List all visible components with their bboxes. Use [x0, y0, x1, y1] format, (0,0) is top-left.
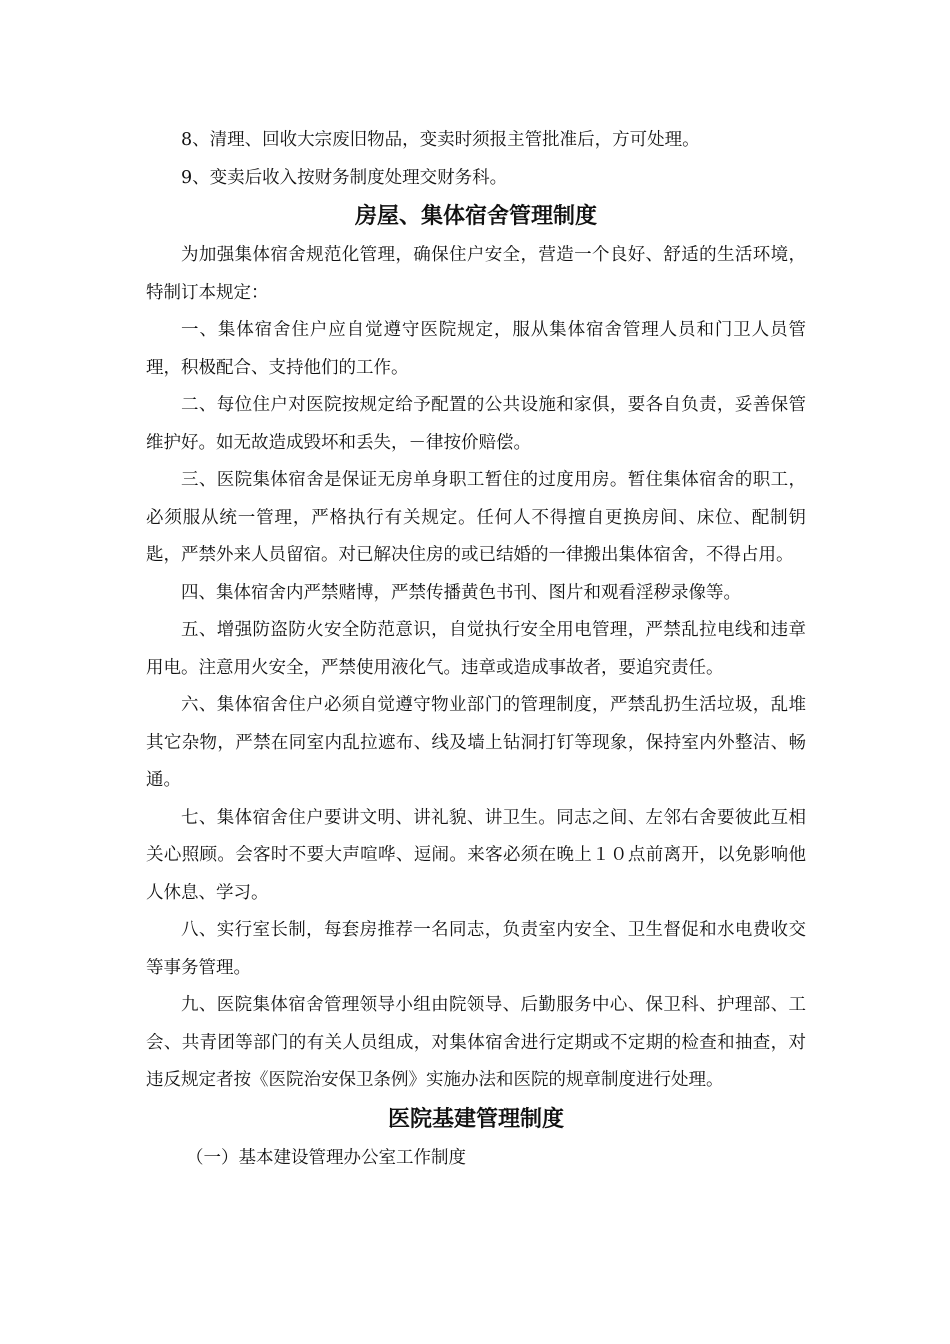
intro-paragraph: 为加强集体宿舍规范化管理，确保住户安全，营造一个良好、舒适的生活环境，特制订本规定：	[146, 245, 806, 303]
rule-paragraph-1: 一、集体宿舍住户应自觉遵守医院规定，服从集体宿舍管理人员和门卫人员管理，积极配合、支持他们的工作。	[146, 320, 806, 378]
document-body	[146, 122, 806, 1177]
section-title-construction: 医院基建管理制度	[387, 1106, 564, 1132]
list-item-9: 9、变卖后收入按财务制度处理交财务科。	[181, 167, 508, 188]
section-title-dormitory: 房屋、集体宿舍管理制度	[354, 204, 597, 229]
rule-paragraph-6: 六、集体宿舍住户必须自觉遵守物业部门的管理制度，严禁乱扔生活垃圾，乱堆其它杂物，严禁在同室内乱拉遮布、线及墙上钻洞打钉等现象，保持室内外整洁、畅通。	[146, 695, 806, 790]
rule-paragraph-9: 九、医院集体宿舍管理领导小组由院领导、后勤服务中心、保卫科、护理部、工会、共青团等部门的有关人员组成，对集体宿舍进行定期或不定期的检查和抽查，对违反规定者按《医院治安保卫条例》实施办法和医院的规章制度进行处理。	[146, 995, 806, 1090]
rule-paragraph-5: 五、增强防盗防火安全防范意识，自觉执行安全用电管理，严禁乱拉电线和违章用电。注意用火安全，严禁使用液化气。违章或造成事故者，要追究责任。	[146, 620, 806, 678]
rule-paragraph-8: 八、实行室长制，每套房推荐一名同志，负责室内安全、卫生督促和水电费收交等事务管理。	[146, 920, 806, 978]
subheading-office-rules: （一）基本建设管理办公室工作制度	[186, 1147, 466, 1168]
rule-paragraph-7: 七、集体宿舍住户要讲文明、讲礼貌、讲卫生。同志之间、左邻右舍要彼此互相关心照顾。会客时不要大声喧哗、逗闹。来客必须在晚上１０点前离开，以免影响他人休息、学习。	[146, 807, 806, 903]
list-item-8: 8、清理、回收大宗废旧物品，变卖时须报主管批准后，方可处理。	[181, 130, 700, 150]
rule-paragraph-4: 四、集体宿舍内严禁赌博，严禁传播黄色书刊、图片和观看淫秽录像等。	[181, 582, 741, 603]
rule-paragraph-2: 二、每位住户对医院按规定给予配置的公共设施和家俱，要各自负责，妥善保管维护好。如无故造成毁坏和丢失，－律按价赔偿。	[146, 395, 806, 453]
rule-paragraph-3: 三、医院集体宿舍是保证无房单身职工暂住的过度用房。暂住集体宿舍的职工，必须服从统一管理，严格执行有关规定。任何人不得擅自更换房间、床位、配制钥匙，严禁外来人员留宿。对已解决住房的或已结婚的一律搬出集体宿舍，不得占用。	[146, 470, 806, 565]
